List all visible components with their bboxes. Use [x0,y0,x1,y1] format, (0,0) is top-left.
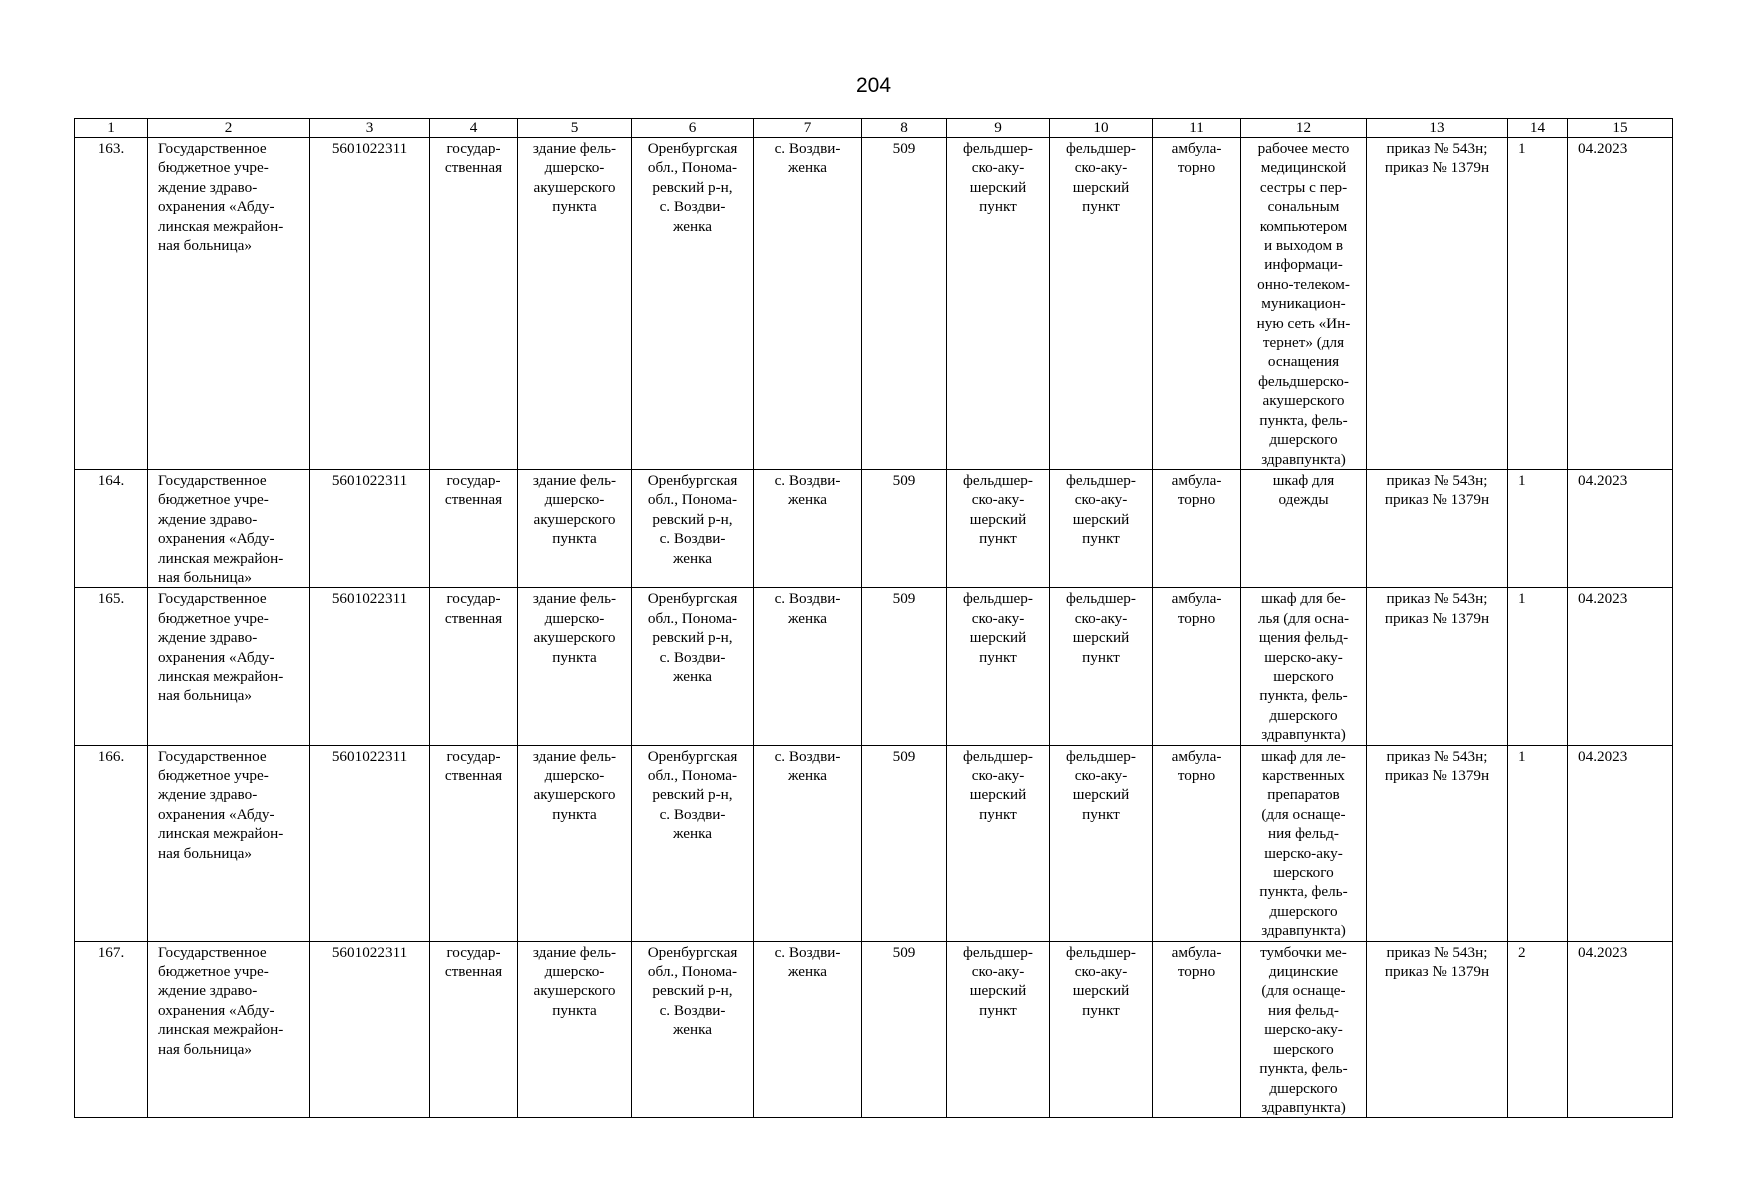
column-header: 2 [148,119,310,138]
table-row [75,138,1673,470]
unit-type-cell: фельдшер- ско-аку- шерский пункт [947,941,1050,1118]
care-form-cell: амбула- торно [1153,138,1241,470]
organization-cell: Государственное бюджетное учре- ждение здраво- охранения «Абду- линская межрайон- ная больница» [148,138,310,470]
address-cell: Оренбургская обл., Понома- ревский р-н, с. Воздви- женка [632,941,754,1118]
settlement-cell: с. Воздви- женка [754,588,862,745]
organization-cell: Государственное бюджетное учре- ждение здраво- охранения «Абду- линская межрайон- ная больница» [148,588,310,745]
quantity-cell: 1 [1508,138,1568,470]
unit-name-cell: фельдшер- ско-аку- шерский пункт [1050,138,1153,470]
orders-cell: приказ № 543н; приказ № 1379н [1367,138,1508,470]
inn-cell: 5601022311 [310,138,430,470]
care-form-cell: амбула- торно [1153,941,1241,1118]
equipment-cell: шкаф для ле- карственных препаратов (для оснаще- ния фельд- шерско-аку- шерского пункта, фель- дшерского здравпункта) [1241,745,1367,941]
table-row [75,745,1673,941]
unit-type-cell: фельдшер- ско-аку- шерский пункт [947,138,1050,470]
code-cell: 509 [862,941,947,1118]
equipment-cell: рабочее место медицинской сестры с пер- сональным компьютером и выходом в информаци- онно-телеком- муникацион- ную сеть «Ин- тернет» (для оснащения фельдшерско- акушерского пункта, фель- дшерского здравпункта) [1241,138,1367,470]
table-row [75,469,1673,587]
unit-type-cell: фельдшер- ско-аку- шерский пункт [947,588,1050,745]
column-number-row [75,119,1673,138]
date-cell: 04.2023 [1568,588,1673,745]
code-cell: 509 [862,588,947,745]
ownership-cell: государ- ственная [430,745,518,941]
building-cell: здание фель- дшерско- акушерского пункта [518,941,632,1118]
inn-cell: 5601022311 [310,941,430,1118]
code-cell: 509 [862,469,947,587]
settlement-cell: с. Воздви- женка [754,138,862,470]
unit-name-cell: фельдшер- ско-аку- шерский пункт [1050,469,1153,587]
care-form-cell: амбула- торно [1153,745,1241,941]
table-row [75,941,1673,1118]
building-cell: здание фель- дшерско- акушерского пункта [518,588,632,745]
date-cell: 04.2023 [1568,469,1673,587]
orders-cell: приказ № 543н; приказ № 1379н [1367,469,1508,587]
address-cell: Оренбургская обл., Понома- ревский р-н, с. Воздви- женка [632,745,754,941]
ownership-cell: государ- ственная [430,941,518,1118]
code-cell: 509 [862,138,947,470]
row-number-cell: 163. [75,138,148,470]
equipment-cell: тумбочки ме- дицинские (для оснаще- ния фельд- шерско-аку- шерского пункта, фель- дшерского здравпункта) [1241,941,1367,1118]
unit-name-cell: фельдшер- ско-аку- шерский пункт [1050,745,1153,941]
address-cell: Оренбургская обл., Понома- ревский р-н, с. Воздви- женка [632,588,754,745]
inn-cell: 5601022311 [310,469,430,587]
column-header: 4 [430,119,518,138]
column-header: 12 [1241,119,1367,138]
organization-cell: Государственное бюджетное учре- ждение здраво- охранения «Абду- линская межрайон- ная больница» [148,941,310,1118]
column-header: 7 [754,119,862,138]
settlement-cell: с. Воздви- женка [754,745,862,941]
organization-cell: Государственное бюджетное учре- ждение здраво- охранения «Абду- линская межрайон- ная больница» [148,745,310,941]
unit-type-cell: фельдшер- ско-аку- шерский пункт [947,745,1050,941]
column-header: 10 [1050,119,1153,138]
building-cell: здание фель- дшерско- акушерского пункта [518,138,632,470]
inn-cell: 5601022311 [310,588,430,745]
quantity-cell: 1 [1508,588,1568,745]
care-form-cell: амбула- торно [1153,588,1241,745]
quantity-cell: 1 [1508,745,1568,941]
building-cell: здание фель- дшерско- акушерского пункта [518,745,632,941]
ownership-cell: государ- ственная [430,469,518,587]
equipment-cell: шкаф для одежды [1241,469,1367,587]
row-number-cell: 164. [75,469,148,587]
settlement-cell: с. Воздви- женка [754,941,862,1118]
ownership-cell: государ- ственная [430,138,518,470]
column-header: 11 [1153,119,1241,138]
unit-name-cell: фельдшер- ско-аку- шерский пункт [1050,941,1153,1118]
row-number-cell: 165. [75,588,148,745]
care-form-cell: амбула- торно [1153,469,1241,587]
equipment-register-table [74,118,1673,1118]
orders-cell: приказ № 543н; приказ № 1379н [1367,745,1508,941]
column-header: 8 [862,119,947,138]
ownership-cell: государ- ственная [430,588,518,745]
column-header: 9 [947,119,1050,138]
column-header: 6 [632,119,754,138]
equipment-cell: шкаф для бе- лья (для осна- щения фельд- шерско-аку- шерского пункта, фель- дшерского здравпункта) [1241,588,1367,745]
row-number-cell: 166. [75,745,148,941]
quantity-cell: 2 [1508,941,1568,1118]
address-cell: Оренбургская обл., Понома- ревский р-н, с. Воздви- женка [632,138,754,470]
column-header: 3 [310,119,430,138]
column-header: 13 [1367,119,1508,138]
building-cell: здание фель- дшерско- акушерского пункта [518,469,632,587]
date-cell: 04.2023 [1568,138,1673,470]
column-header: 14 [1508,119,1568,138]
table-row [75,588,1673,745]
column-header: 5 [518,119,632,138]
inn-cell: 5601022311 [310,745,430,941]
column-header: 15 [1568,119,1673,138]
orders-cell: приказ № 543н; приказ № 1379н [1367,941,1508,1118]
column-header: 1 [75,119,148,138]
settlement-cell: с. Воздви- женка [754,469,862,587]
unit-name-cell: фельдшер- ско-аку- шерский пункт [1050,588,1153,745]
orders-cell: приказ № 543н; приказ № 1379н [1367,588,1508,745]
date-cell: 04.2023 [1568,941,1673,1118]
quantity-cell: 1 [1508,469,1568,587]
address-cell: Оренбургская обл., Понома- ревский р-н, с. Воздви- женка [632,469,754,587]
unit-type-cell: фельдшер- ско-аку- шерский пункт [947,469,1050,587]
row-number-cell: 167. [75,941,148,1118]
page-number: 204 [855,74,892,97]
date-cell: 04.2023 [1568,745,1673,941]
code-cell: 509 [862,745,947,941]
organization-cell: Государственное бюджетное учре- ждение здраво- охранения «Абду- линская межрайон- ная больница» [148,469,310,587]
